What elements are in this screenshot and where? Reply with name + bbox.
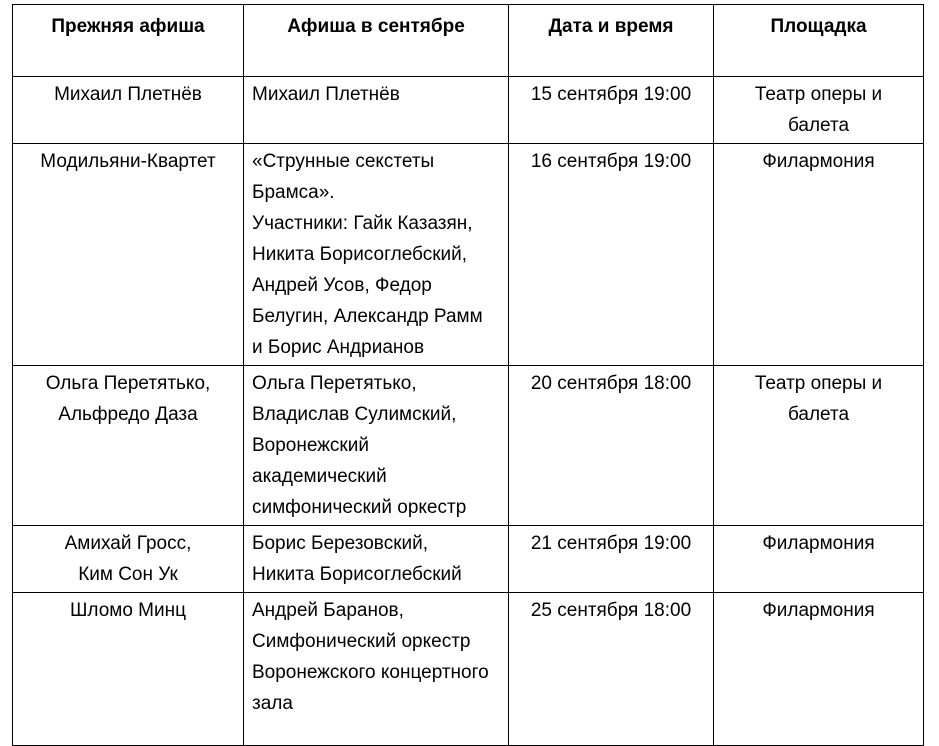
cell-line: Симфонический оркестр <box>252 631 471 652</box>
cell-datetime <box>509 593 714 746</box>
cell-venue <box>714 77 924 144</box>
cell-datetime <box>509 77 714 144</box>
cell-line: Ольга Перетятько, <box>45 373 211 394</box>
cell-line: и Борис Андрианов <box>252 337 425 358</box>
cell-line: Никита Борисоглебский <box>252 564 462 585</box>
cell-line: Белугин, Александр Рамм <box>252 306 483 327</box>
cell-line: Модильяни-Квартет <box>40 151 216 172</box>
cell-line: Шломо Минц <box>69 600 186 621</box>
cell-venue <box>714 593 924 746</box>
cell-line: Андрей Баранов, <box>252 600 404 621</box>
cell-datetime <box>509 526 714 593</box>
table-row <box>13 366 924 526</box>
cell-line: Михаил Плетнёв <box>252 84 400 105</box>
cell-venue <box>714 366 924 526</box>
cell-line: «Струнные секстеты <box>252 151 435 172</box>
cell-previous <box>13 526 244 593</box>
cell-previous <box>13 593 244 746</box>
cell-line: Ольга Перетятько, <box>252 373 417 394</box>
header-previous-poster: Прежняя афиша <box>13 5 244 77</box>
cell-line: Амихай Гросс, <box>64 533 192 554</box>
cell-line: Михаил Плетнёв <box>54 84 202 105</box>
table-row <box>13 77 924 144</box>
table-row <box>13 526 924 593</box>
cell-line: Никита Борисоглебский, <box>252 244 468 265</box>
cell-line: Театр оперы и <box>754 84 883 105</box>
header-row <box>13 5 924 77</box>
table-body <box>13 77 924 746</box>
cell-line: Ким Сон Ук <box>78 564 178 585</box>
cell-line: Филармония <box>762 533 875 554</box>
cell-line: Альфредо Даза <box>58 404 198 425</box>
cell-line: 16 сентября 19:00 <box>530 151 692 172</box>
header-venue: Площадка <box>714 5 924 77</box>
cell-line: Филармония <box>762 600 875 621</box>
cell-september <box>244 593 509 746</box>
cell-line: балета <box>787 404 850 425</box>
cell-line: Участники: Гайк Казазян, <box>252 213 473 234</box>
cell-september <box>244 366 509 526</box>
table-row <box>13 593 924 746</box>
cell-previous <box>13 77 244 144</box>
header-date-time: Дата и время <box>509 5 714 77</box>
table-row <box>13 144 924 366</box>
cell-datetime <box>509 366 714 526</box>
table-header <box>13 5 924 77</box>
cell-venue <box>714 144 924 366</box>
cell-line: симфонический оркестр <box>252 497 467 518</box>
cell-line: Владислав Сулимский, <box>252 404 457 425</box>
cell-line: Брамса». <box>252 182 335 203</box>
concert-schedule-table <box>12 4 924 746</box>
cell-line: 15 сентября 19:00 <box>530 84 692 105</box>
cell-line: 21 сентября 19:00 <box>530 533 692 554</box>
cell-line: Воронежского концертного <box>252 662 489 683</box>
cell-line: балета <box>787 115 850 136</box>
cell-venue <box>714 526 924 593</box>
cell-line: зала <box>252 693 293 714</box>
cell-line: Воронежский <box>252 435 369 456</box>
cell-previous <box>13 366 244 526</box>
cell-datetime <box>509 144 714 366</box>
cell-line: академический <box>252 466 387 487</box>
cell-line: Борис Березовский, <box>252 533 429 554</box>
cell-previous <box>13 144 244 366</box>
cell-september <box>244 77 509 144</box>
header-september-poster: Афиша в сентябре <box>244 5 509 77</box>
cell-line: Филармония <box>762 151 875 172</box>
cell-line: Андрей Усов, Федор <box>252 275 432 296</box>
cell-line: 25 сентября 18:00 <box>530 600 692 621</box>
cell-september <box>244 144 509 366</box>
cell-line: 20 сентября 18:00 <box>530 373 692 394</box>
cell-line: Театр оперы и <box>754 373 883 394</box>
cell-september <box>244 526 509 593</box>
